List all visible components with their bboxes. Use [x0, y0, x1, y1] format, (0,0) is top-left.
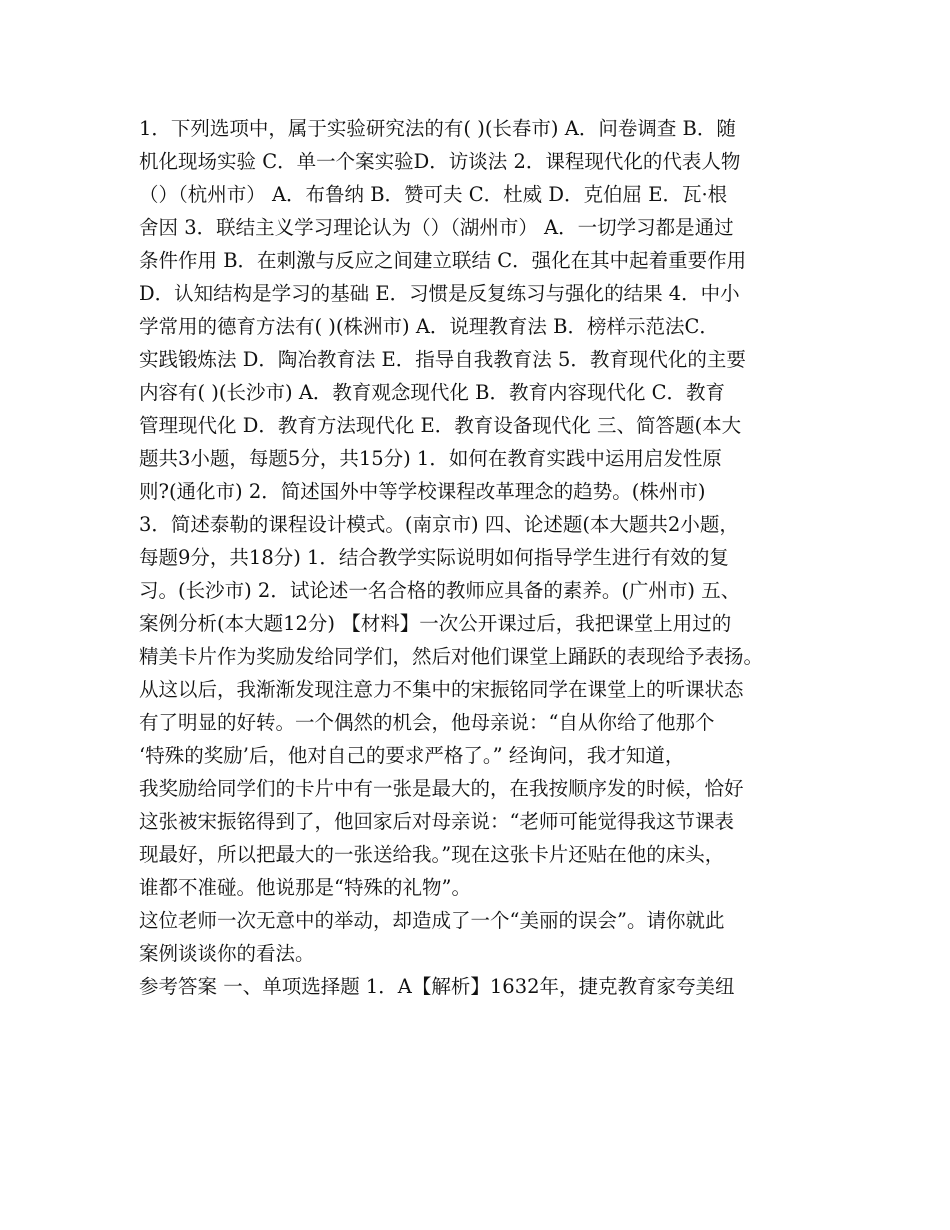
text-line: 从这以后，我渐渐发现注意力不集中的宋振铭同学在课堂上的听课状态 — [139, 678, 744, 701]
text-line: 舍因 3．联结主义学习理论认为（）（湖州市） A．一切学习都是通过 — [139, 216, 734, 239]
text-line: 3．简述泰勒的课程设计模式。(南京市) 四、论述题(本大题共2小题， — [139, 513, 739, 536]
text-line: 我奖励给同学们的卡片中有一张是最大的，在我按顺序发的时候，恰好 — [139, 777, 744, 800]
text-line: 学常用的德育方法有( )(株洲市) A．说理教育法 B．榜样示范法C． — [139, 315, 719, 338]
text-line: 现最好，所以把最大的一张送给我。”现在这张卡片还贴在他的床头， — [139, 843, 725, 866]
text-line: 管理现代化 D．教育方法现代化 E．教育设备现代化 三、简答题(本大 — [139, 414, 742, 437]
text-line: 有了明显的好转。一个偶然的机会，他母亲说：“自从你给了他那个 — [139, 711, 715, 734]
text-line: 每题9分，共18分) 1．结合教学实际说明如何指导学生进行有效的复 — [139, 546, 729, 569]
text-line: 1．下列选项中，属于实验研究法的有( )(长春市) A．问卷调查 B．随 — [139, 117, 736, 140]
text-line: 案例谈谈你的看法。 — [139, 942, 315, 965]
text-line: （）（杭州市） A．布鲁纳 B．赞可夫 C．杜威 D．克伯屈 E．瓦·根 — [139, 183, 728, 206]
text-line: 精美卡片作为奖励发给同学们，然后对他们课堂上踊跃的表现给予表扬。 — [139, 645, 764, 668]
text-line: 题共3小题，每题5分，共15分) 1．如何在教育实践中运用启发性原 — [139, 447, 722, 470]
text-line: 这位老师一次无意中的举动，却造成了一个“美丽的误会”。请你就此 — [139, 909, 725, 932]
text-line: 参考答案 一、单项选择题 1．A【解析】1632年，捷克教育家夸美纽 — [139, 975, 735, 998]
text-line: ‘特殊的奖励’后，他对自己的要求严格了。” 经询问，我才知道， — [139, 744, 685, 767]
document-body — [139, 112, 819, 1003]
text-line: 条件作用 B．在刺激与反应之间建立联结 C．强化在其中起着重要作用 — [139, 249, 747, 272]
text-line: 习。(长沙市) 2．试论述一名合格的教师应具备的素养。(广州市) 五、 — [139, 579, 741, 602]
text-line: 这张被宋振铭得到了，他回家后对母亲说：“老师可能觉得我这节课表 — [139, 810, 734, 833]
text-line: 内容有( )(长沙市) A．教育观念现代化 B．教育内容现代化 C．教育 — [139, 381, 726, 404]
text-line: 机化现场实验 C．单一个案实验D．访谈法 2．课程现代化的代表人物 — [139, 150, 741, 173]
text-line: 案例分析(本大题12分) 【材料】一次公开课过后，我把课堂上用过的 — [139, 612, 732, 635]
text-line: 则?(通化市) 2．简述国外中等学校课程改革理念的趋势。(株州市) — [139, 480, 706, 503]
text-line: 谁都不准碰。他说那是“特殊的礼物”。 — [139, 876, 471, 899]
text-line: 实践锻炼法 D．陶冶教育法 E．指导自我教育法 5．教育现代化的主要 — [139, 348, 746, 371]
text-line: D．认知结构是学习的基础 E．习惯是反复练习与强化的结果 4．中小 — [139, 282, 740, 305]
